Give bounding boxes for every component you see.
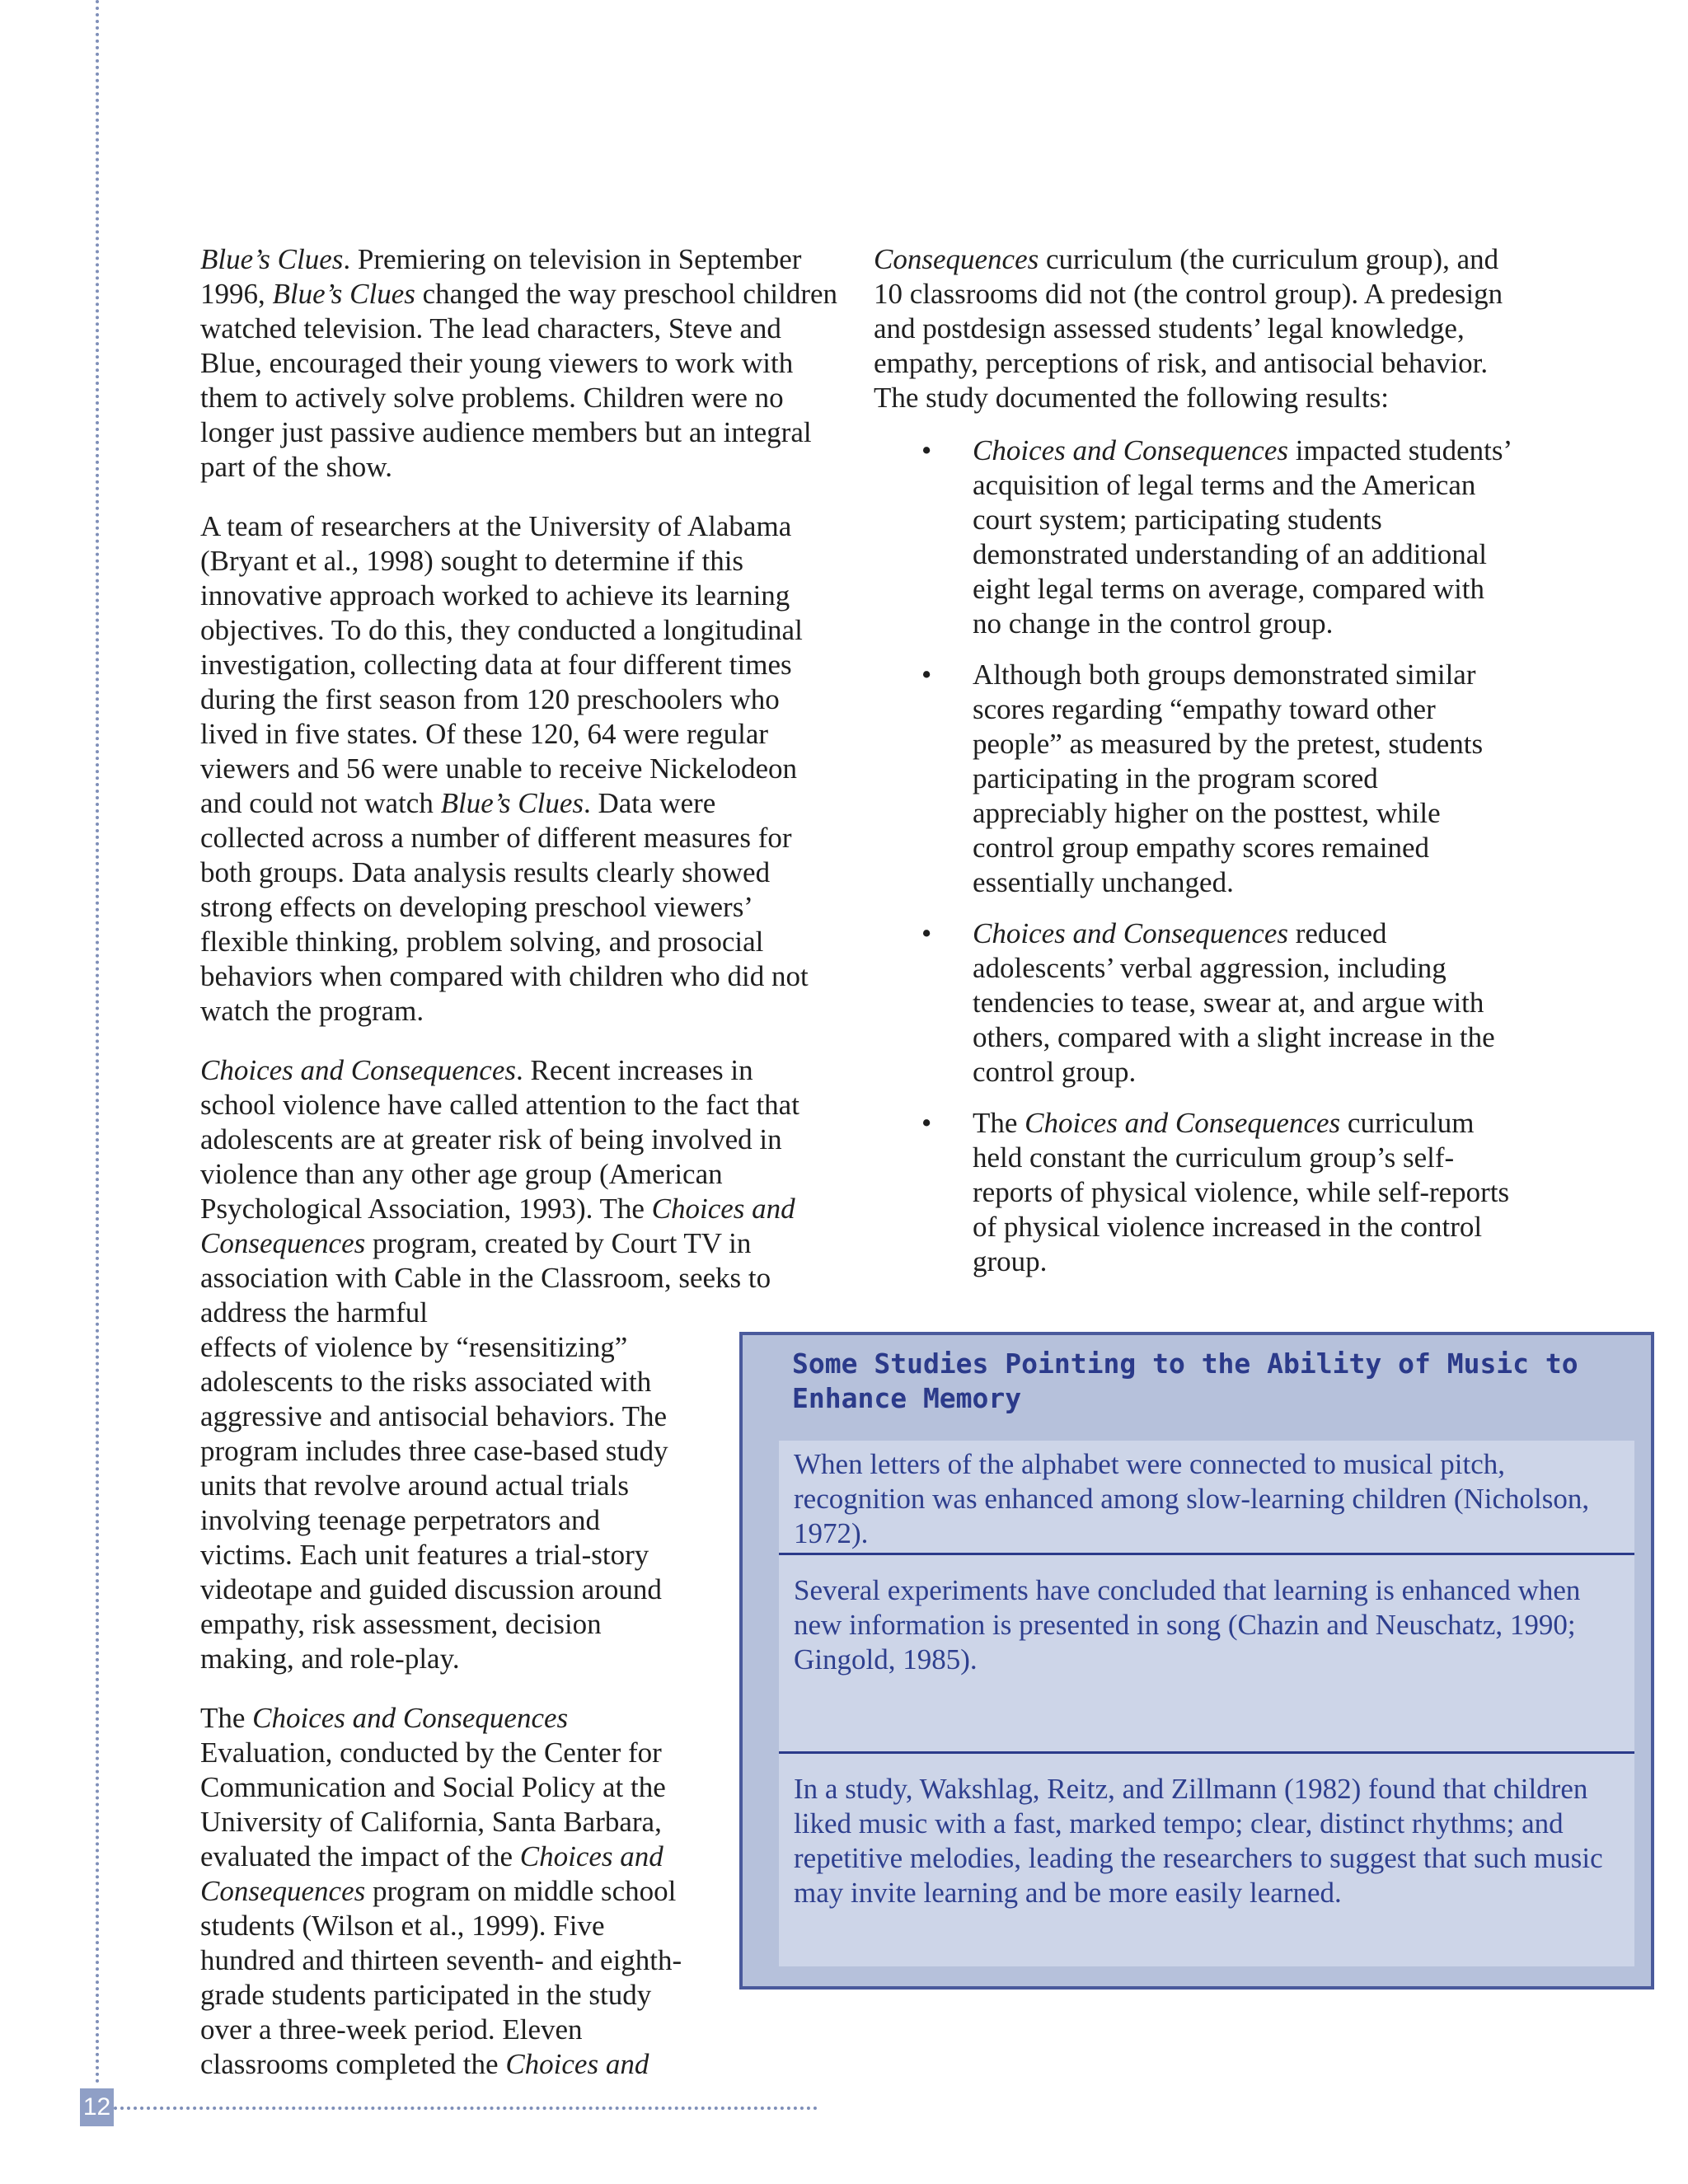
- study-item-3: In a study, Wakshlag, Reitz, and Zillmann (1982) found that children liked music with a fast, marked tempo; clear, distinct rhythms; and repetitive melodies, leading the researchers to suggest that such music may invite learning and be more easily learned.: [779, 1754, 1634, 1966]
- music-memory-sidebar: [739, 1332, 1654, 1990]
- paragraph-alabama-study: A team of researchers at the University of Alabama (Bryant et al., 1998) sought to determine if this innovative approach worked to achieve its learning objectives. To do this, they conducted a longitudinal investigation, collecting data at four different times during the first season from 120 preschoolers who lived in five states. Of these 120, 64 were regular viewers and 56 were unable to receive Nickelodeon and could not watch Blue’s Clues. Data were collected across a number of different measures for both groups. Data analysis results clearly showed strong effects on developing preschool viewers’ flexible thinking, problem solving, and prosocial behaviors when compared with children who did not watch the program.: [200, 510, 809, 1027]
- study-item-1: When letters of the alphabet were connected to musical pitch, recognition was enhanced among slow-learning children (Nicholson, 1972).: [779, 1441, 1634, 1553]
- paragraph-choices-intro: Choices and Consequences. Recent increases in school violence have called attention to the fact that adolescents are at greater risk of being involved in violence than any other age group (American Psychological Association, 1993). The Choices and Consequences program, created by Court TV in association with Cable in the Classroom, seeks to address the harmful: [200, 1054, 799, 1329]
- title-consequences: Consequences: [874, 243, 1039, 275]
- list-item: • Although both groups demonstrated similar scores regarding “empathy toward other people” as measured by the pretest, students participating in the program scored appreciably higher on the posttest, while control group empathy scores remained essentially unchanged.: [921, 658, 1484, 898]
- list-item: • Choices and Consequences impacted students’ acquisition of legal terms and the American court system; participating students demonstrated understanding of an additional eight legal terms on average, compared with no change in the control group.: [921, 434, 1511, 640]
- title-choices-and-consequences: Choices and Consequences: [252, 1702, 569, 1734]
- results-list: [874, 434, 1517, 1279]
- footer-dotted-rule: [114, 2107, 818, 2110]
- title-blues-clues: Blue’s Clues: [272, 278, 415, 310]
- bullet-icon: •: [921, 434, 932, 466]
- bullet-icon: •: [921, 1107, 932, 1139]
- title-choices-and-consequences: Choices and: [505, 2048, 649, 2080]
- margin-dotted-rule: [96, 0, 99, 2085]
- right-column: [874, 242, 1517, 1296]
- title-blues-clues: Blue’s Clues: [200, 243, 344, 275]
- bullet-icon: •: [921, 917, 932, 949]
- title-choices-and-consequences: Choices and Consequences: [200, 1840, 663, 1907]
- title-choices-and-consequences: Choices and Consequences: [200, 1193, 795, 1259]
- paragraph-blues-clues-intro: Blue’s Clues. Premiering on television in September 1996, Blue’s Clues changed the way preschool children watched television. The lead characters, Steve and Blue, encouraged their young viewers to work with them to actively solve problems. Children were no longer just passive audience members but an integral part of the show.: [200, 243, 838, 483]
- study-item-2: Several experiments have concluded that learning is enhanced when new information is presented in song (Chazin and Neuschatz, 1990; Gingold, 1985).: [779, 1555, 1634, 1751]
- left-column: [200, 242, 838, 2082]
- sidebar-title: Some Studies Pointing to the Ability of Music to Enhance Memory: [792, 1347, 1578, 1414]
- narrow-text-block: effects of violence by “resensitizing” adolescents to the risks associated with aggressive and antisocial behaviors. The program includes three case-based study units that revolve around actual trials involving teenage perpetrators and victims. Each unit features a trial-story videotape and guided discussion around empathy, risk assessment, decision making, and role-play.: [200, 1331, 668, 1675]
- paragraph-study-results-intro: Consequences curriculum (the curriculum group), and 10 classrooms did not (the control group). A predesign and postdesign assessed students’ legal knowledge, empathy, perceptions of risk, and antisocial behavior. The study documented the following results:: [874, 243, 1503, 414]
- title-blues-clues: Blue’s Clues: [440, 787, 584, 819]
- page-number: 12: [80, 2088, 114, 2126]
- paragraph-choices-evaluation: The Choices and Consequences Evaluation, conducted by the Center for Communication and Social Policy at the University of California, Santa Barbara, evaluated the impact of the Choices and Consequences program on middle school students (Wilson et al., 1999). Five hundred and thirteen seventh- and eighth-grade students participated in the study over a three-week period. Eleven classrooms completed the Choices and: [200, 1702, 682, 2080]
- list-item: • The Choices and Consequences curriculum held constant the curriculum group’s self-reports of physical violence, while self-reports of physical violence increased in the control group.: [921, 1107, 1510, 1277]
- list-item: • Choices and Consequences reduced adolescents’ verbal aggression, including tendencies to tease, swear at, and argue with others, compared with a slight increase in the control group.: [921, 917, 1495, 1088]
- bullet-icon: •: [921, 658, 932, 691]
- title-choices-and-consequences: Choices and Consequences: [200, 1054, 516, 1086]
